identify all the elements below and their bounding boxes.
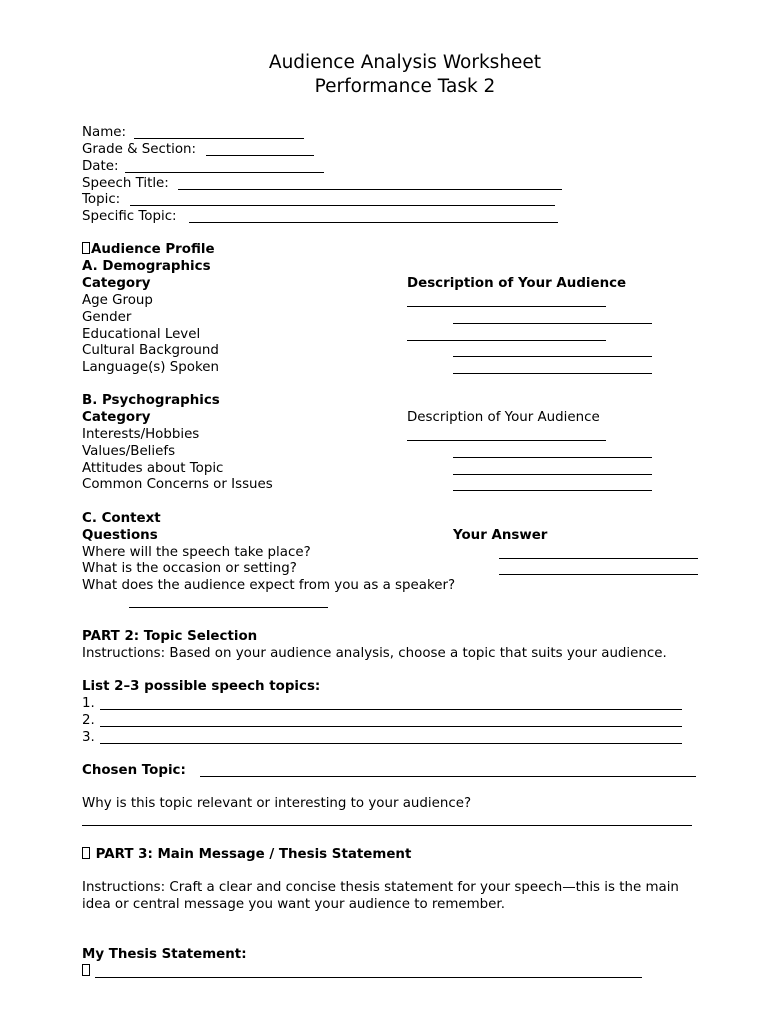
demographics-row: Gender [82, 310, 132, 325]
chosen-topic-label: Chosen Topic: [82, 763, 186, 778]
missing-glyph-icon [82, 964, 90, 976]
demographics-answer-field[interactable] [453, 323, 652, 324]
speech-title-label: Speech Title: [82, 176, 169, 191]
psychographics-answer-field[interactable] [453, 474, 652, 475]
psychographics-row: Interests/Hobbies [82, 427, 200, 442]
relevance-question: Why is this topic relevant or interesting to your audience? [82, 796, 472, 811]
demographics-answer-field[interactable] [407, 340, 606, 341]
topic-field[interactable] [130, 205, 555, 206]
specific-topic-field[interactable] [189, 222, 558, 223]
context-answer-field[interactable] [129, 607, 328, 608]
demographics-col-category: Category [82, 276, 151, 291]
topic-number: 2. [82, 713, 95, 728]
psychographics-answer-field[interactable] [453, 457, 652, 458]
topic-number: 1. [82, 696, 95, 711]
missing-glyph-icon [82, 242, 90, 254]
specific-topic-label: Specific Topic: [82, 209, 177, 224]
possible-topic-field[interactable] [100, 709, 682, 710]
demographics-col-description: Description of Your Audience [407, 276, 627, 291]
context-question: What is the occasion or setting? [82, 561, 297, 576]
chosen-topic-field[interactable] [200, 776, 696, 777]
part3-heading: PART 3: Main Message / Thesis Statement [82, 846, 411, 863]
part2-heading: PART 2: Topic Selection [82, 629, 258, 644]
psychographics-col-category: Category [82, 410, 151, 425]
missing-glyph-icon [82, 847, 90, 859]
worksheet-title: Audience Analysis Worksheet [268, 52, 542, 73]
demographics-answer-field[interactable] [453, 356, 652, 357]
demographics-heading: A. Demographics [82, 259, 211, 274]
context-answer-field[interactable] [499, 558, 698, 559]
demographics-row: Cultural Background [82, 343, 219, 358]
possible-topic-field[interactable] [100, 726, 682, 727]
topic-number: 3. [82, 730, 95, 745]
part2-instructions: Instructions: Based on your audience analysis, choose a topic that suits your audience. [82, 646, 667, 661]
possible-topic-field[interactable] [100, 743, 682, 744]
psychographics-heading: B. Psychographics [82, 393, 220, 408]
context-col-answer: Your Answer [453, 528, 548, 543]
context-heading: C. Context [82, 511, 161, 526]
psychographics-row: Common Concerns or Issues [82, 477, 273, 492]
speech-title-field[interactable] [178, 189, 562, 190]
context-question: What does the audience expect from you as a speaker? [82, 578, 456, 593]
psychographics-row: Values/Beliefs [82, 444, 176, 459]
worksheet-subtitle: Performance Task 2 [314, 76, 496, 97]
psychographics-answer-field[interactable] [453, 490, 652, 491]
context-col-questions: Questions [82, 528, 158, 543]
topics-list-heading: List 2–3 possible speech topics: [82, 679, 321, 694]
demographics-answer-field[interactable] [453, 373, 652, 374]
grade-section-label: Grade & Section: [82, 142, 197, 157]
demographics-row: Age Group [82, 293, 153, 308]
context-answer-field[interactable] [499, 574, 698, 575]
grade-section-field[interactable] [206, 155, 314, 156]
date-label: Date: [82, 159, 119, 174]
thesis-line-marker [82, 963, 91, 980]
date-field[interactable] [125, 172, 324, 173]
topic-label: Topic: [82, 192, 121, 207]
name-label: Name: [82, 125, 127, 140]
psychographics-row: Attitudes about Topic [82, 461, 224, 476]
relevance-answer-field[interactable] [82, 825, 692, 826]
part3-instructions-line2: idea or central message you want your audience to remember. [82, 897, 505, 912]
demographics-row: Language(s) Spoken [82, 360, 219, 375]
psychographics-answer-field[interactable] [407, 440, 606, 441]
part3-instructions-line1: Instructions: Craft a clear and concise thesis statement for your speech—this is the main [82, 880, 679, 895]
demographics-row: Educational Level [82, 327, 201, 342]
name-field[interactable] [134, 138, 304, 139]
audience-profile-heading: Audience Profile [82, 241, 215, 258]
context-question: Where will the speech take place? [82, 545, 311, 560]
thesis-statement-field[interactable] [95, 977, 642, 978]
thesis-label: My Thesis Statement: [82, 947, 247, 962]
psychographics-col-description: Description of Your Audience [407, 410, 600, 425]
demographics-answer-field[interactable] [407, 306, 606, 307]
